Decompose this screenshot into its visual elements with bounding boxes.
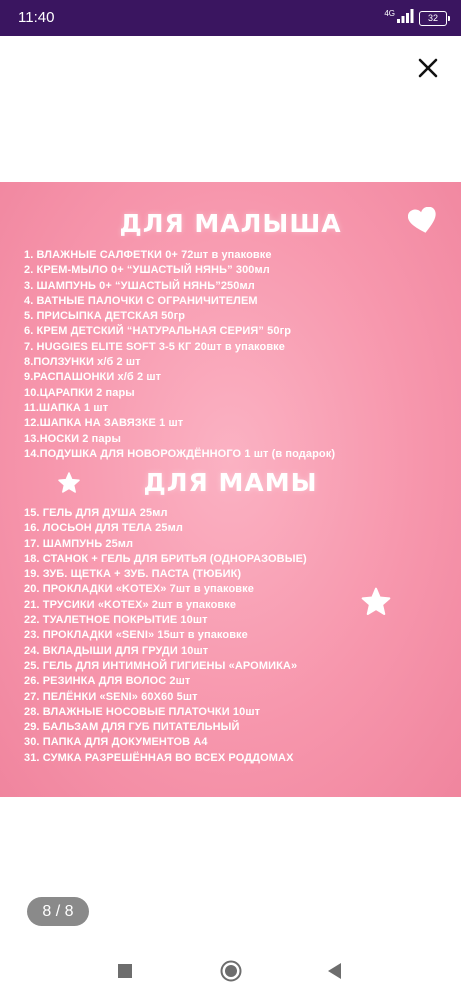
back-button[interactable] xyxy=(320,956,350,986)
baby-list-item: 12.ШАПКА НА ЗАВЯЗКЕ 1 шт xyxy=(24,417,184,430)
square-recents-icon xyxy=(110,956,140,986)
baby-list-item: 3. ШАМПУНЬ 0+ “УШАСТЫЙ НЯНЬ”250мл xyxy=(24,279,255,292)
mom-list-item: 24. ВКЛАДЫШИ ДЛЯ ГРУДИ 10шт xyxy=(24,644,209,657)
network-type-label: 4G xyxy=(384,9,395,18)
baby-list-item: 5. ПРИСЫПКА ДЕТСКАЯ 50гр xyxy=(24,310,186,323)
circle-home-icon xyxy=(216,956,246,986)
mom-list-item: 26. РЕЗИНКА ДЛЯ ВОЛОС 2шт xyxy=(24,675,191,688)
baby-list-item: 11.ШАПКА 1 шт xyxy=(24,401,109,414)
battery-icon xyxy=(419,11,447,26)
mom-list-item: 18. СТАНОК + ГЕЛЬ ДЛЯ БРИТЬЯ (ОДНОРАЗОВЫЕ) xyxy=(24,552,307,565)
baby-list-item: 10.ЦАРАПКИ 2 пары xyxy=(24,386,135,399)
close-icon xyxy=(412,52,444,84)
mom-list-item: 27. ПЕЛЁНКИ «SENI» 60Х60 5шт xyxy=(24,690,198,703)
close-button[interactable] xyxy=(412,52,444,84)
navigation-bar xyxy=(0,944,461,1000)
mom-list-item: 16. ЛОСЬОН ДЛЯ ТЕЛА 25мл xyxy=(24,522,183,535)
baby-list-item: 8.ПОЛЗУНКИ х/б 2 шт xyxy=(24,356,141,369)
status-indicators xyxy=(384,9,447,27)
mom-list-item: 30. ПАПКА ДЛЯ ДОКУМЕНТОВ А4 xyxy=(24,736,208,749)
mom-list-item: 15. ГЕЛЬ ДЛЯ ДУША 25мл xyxy=(24,507,168,519)
status-time: 11:40 xyxy=(18,9,55,26)
triangle-back-icon xyxy=(320,956,350,986)
baby-list-item: 6. КРЕМ ДЕТСКИЙ “НАТУРАЛЬНАЯ СЕРИЯ” 50гр xyxy=(24,325,292,338)
baby-section-title: ДЛЯ МАЛЫША xyxy=(119,209,342,238)
battery-level: 32 xyxy=(427,12,438,23)
mom-list-item: 29. БАЛЬЗАМ ДЛЯ ГУБ ПИТАТЕЛЬНЫЙ xyxy=(24,721,240,734)
baby-list-item: 7. HUGGIES ELITE SOFT 3-5 КГ 20шт в упаковке xyxy=(24,340,285,353)
mom-list-item: 23. ПРОКЛАДКИ «SENI» 15шт в упаковке xyxy=(24,629,248,642)
baby-items-list xyxy=(24,248,335,462)
mom-list-item: 25. ГЕЛЬ ДЛЯ ИНТИМНОЙ ГИГИЕНЫ «АРОМИКА» xyxy=(24,659,298,672)
baby-list-item: 2. КРЕМ-МЫЛО 0+ “УШАСТЫЙ НЯНЬ” 300мл xyxy=(24,264,270,277)
mom-list-item: 22. ТУАЛЕТНОЕ ПОКРЫТИЕ 10шт xyxy=(24,614,208,627)
mom-items-list xyxy=(24,506,307,766)
recents-button[interactable] xyxy=(110,956,140,986)
status-bar xyxy=(0,0,461,36)
baby-list-item: 1. ВЛАЖНЫЕ САЛФЕТКИ 0+ 72шт в упаковке xyxy=(24,249,272,261)
mom-list-item: 21. ТРУСИКИ «KOTEX» 2шт в упаковке xyxy=(24,598,237,611)
home-button[interactable] xyxy=(216,956,246,986)
mom-list-item: 19. ЗУБ. ЩЕТКА + ЗУБ. ПАСТА (ТЮБИК) xyxy=(24,568,242,581)
baby-list-item: 13.НОСКИ 2 пары xyxy=(24,432,121,445)
mom-list-item: 20. ПРОКЛАДКИ «KOTEX» 7шт в упаковке xyxy=(24,583,254,596)
heart-icon xyxy=(408,207,438,235)
baby-list-item: 9.РАСПАШОНКИ х/б 2 шт xyxy=(24,371,162,384)
baby-list-item: 14.ПОДУШКА ДЛЯ НОВОРОЖДЁННОГО 1 шт (в подарок) xyxy=(24,447,336,460)
baby-list-item: 4. ВАТНЫЕ ПАЛОЧКИ С ОГРАНИЧИТЕЛЕМ xyxy=(24,294,258,307)
checklist-image xyxy=(0,182,461,797)
mom-section-title: ДЛЯ МАМЫ xyxy=(143,468,318,497)
mom-list-item: 28. ВЛАЖНЫЕ НОСОВЫЕ ПЛАТОЧКИ 10шт xyxy=(24,705,261,718)
star-icon xyxy=(360,586,392,618)
mom-list-item: 17. ШАМПУНЬ 25мл xyxy=(24,537,134,550)
signal-bars-icon xyxy=(397,9,415,28)
page-counter: 8 / 8 xyxy=(27,897,89,926)
mom-list-item: 31. СУМКА РАЗРЕШЁННАЯ ВО ВСЕХ РОДДОМАХ xyxy=(24,751,294,764)
